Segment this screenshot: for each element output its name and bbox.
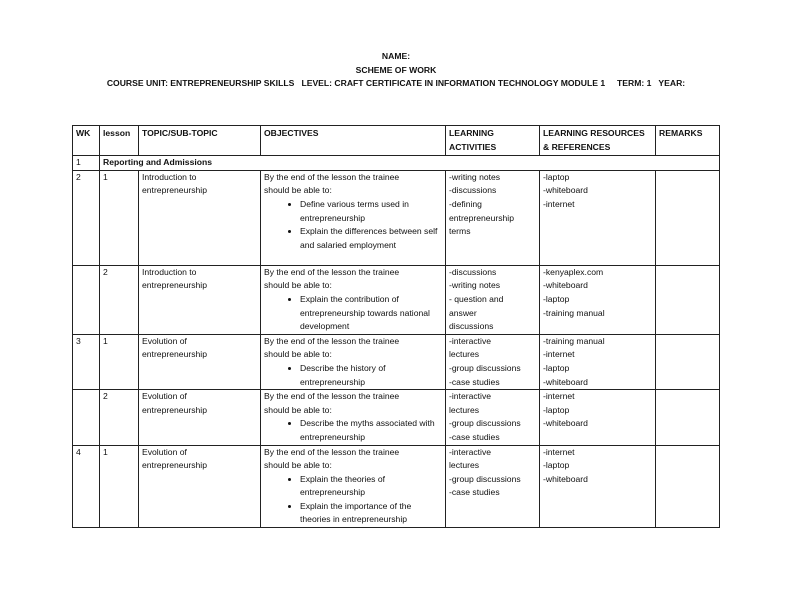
activity-line: discussions xyxy=(449,321,494,332)
activities-cell xyxy=(446,170,540,265)
topic-line: Introduction to xyxy=(142,171,197,182)
topic-cell xyxy=(139,334,261,389)
week-1-note: Reporting and Admissions xyxy=(100,156,720,171)
name-line: NAME: xyxy=(381,51,411,61)
activity-line: answer xyxy=(449,307,477,318)
topic-line: Evolution of xyxy=(142,446,187,457)
activity-line: -discussions xyxy=(449,266,497,277)
resources-cell xyxy=(540,265,656,334)
activities-cell xyxy=(446,390,540,445)
activity-line: -writing notes xyxy=(449,171,501,182)
objectives-cell xyxy=(261,170,446,265)
resource-line: -internet xyxy=(543,446,575,457)
activity-line: -interactive xyxy=(449,391,492,402)
activities-cell xyxy=(446,265,540,334)
topic-line: entrepreneurship xyxy=(142,404,207,415)
activity-line: -discussions xyxy=(449,185,497,196)
week-number xyxy=(73,265,100,334)
resource-line: -training manual xyxy=(543,335,605,346)
activities-cell xyxy=(446,334,540,389)
resource-line: -internet xyxy=(543,349,575,360)
objective-intro-line: By the end of the lesson the trainee xyxy=(264,171,400,182)
topic-cell xyxy=(139,170,261,265)
table-row-week-1 xyxy=(73,156,720,171)
week-number xyxy=(73,390,100,445)
objective-item: • Describe the myths associated with entrepreneurship xyxy=(300,417,442,444)
resources-cell xyxy=(540,390,656,445)
activity-line: entrepreneurship xyxy=(449,212,514,223)
topic-line: entrepreneurship xyxy=(142,185,207,196)
week-number: 4 xyxy=(73,445,100,528)
topic-cell xyxy=(139,390,261,445)
lesson-number: 1 xyxy=(100,170,139,265)
activity-line: -group discussions xyxy=(449,473,521,484)
table-row xyxy=(73,265,720,334)
objective-intro-line: By the end of the lesson the trainee xyxy=(264,446,400,457)
column-header-resources: LEARNING RESOURCES & REFERENCES xyxy=(540,126,656,156)
resource-line: -internet xyxy=(543,198,575,209)
objectives-cell xyxy=(261,334,446,389)
objective-item: • Explain the importance of the theories in entrepreneurship xyxy=(300,500,442,527)
objective-intro-line: By the end of the lesson the trainee xyxy=(264,391,400,402)
objectives-cell xyxy=(261,390,446,445)
resources-cell xyxy=(540,445,656,528)
column-header-remarks: REMARKS xyxy=(656,126,720,156)
objective-list xyxy=(264,362,442,389)
column-header-topic: TOPIC/SUB-TOPIC xyxy=(139,126,261,156)
resource-line: -whiteboard xyxy=(543,376,588,387)
objective-intro-line: By the end of the lesson the trainee xyxy=(264,335,400,346)
activity-line: lectures xyxy=(449,404,480,415)
objective-item: • Describe the history of entrepreneurship xyxy=(300,362,442,389)
resource-line: -whiteboard xyxy=(543,185,588,196)
course-info-line: COURSE UNIT: ENTREPRENEURSHIP SKILLS LEVEL: CRAFT CERTIFICATE IN INFORMATION TECHNOLOGY MODULE 1 TERM: 1 YEAR: xyxy=(106,78,686,88)
objective-item: • Define various terms used in entrepreneurship xyxy=(300,198,442,225)
resources-cell xyxy=(540,170,656,265)
objective-intro-line: should be able to: xyxy=(264,280,332,291)
week-number: 2 xyxy=(73,170,100,265)
activity-line: -case studies xyxy=(449,376,500,387)
column-header-activities: LEARNING ACTIVITIES xyxy=(446,126,540,156)
topic-line: Evolution of xyxy=(142,391,187,402)
activity-line: -case studies xyxy=(449,431,500,442)
activity-line: -defining xyxy=(449,198,482,209)
topic-cell xyxy=(139,265,261,334)
remarks-cell xyxy=(656,334,720,389)
objectives-cell xyxy=(261,445,446,528)
remarks-cell xyxy=(656,390,720,445)
activities-cell xyxy=(446,445,540,528)
remarks-cell xyxy=(656,265,720,334)
topic-line: entrepreneurship xyxy=(142,460,207,471)
resource-line: -laptop xyxy=(543,171,570,182)
resource-line: -training manual xyxy=(543,307,605,318)
table-row xyxy=(73,445,720,528)
activity-line: -group discussions xyxy=(449,362,521,373)
resource-line: -laptop xyxy=(543,404,570,415)
lesson-number: 2 xyxy=(100,390,139,445)
lesson-number: 1 xyxy=(100,445,139,528)
activity-line: terms xyxy=(449,226,471,237)
objective-list xyxy=(264,198,442,252)
topic-cell xyxy=(139,445,261,528)
objective-intro-line: should be able to: xyxy=(264,404,332,415)
objective-item: • Explain the theories of entrepreneurship xyxy=(300,473,442,500)
resources-cell xyxy=(540,334,656,389)
activity-line: -interactive xyxy=(449,335,492,346)
column-header-wk: WK xyxy=(73,126,100,156)
topic-line: Introduction to xyxy=(142,266,197,277)
resource-line: -whiteboard xyxy=(543,418,588,429)
objective-item: • Explain the contribution of entrepreneurship towards national development xyxy=(300,293,442,334)
objective-item: • Explain the differences between self and salaried employment xyxy=(300,225,442,252)
table-row xyxy=(73,334,720,389)
resource-line: -whiteboard xyxy=(543,280,588,291)
objectives-cell xyxy=(261,265,446,334)
document-header xyxy=(0,50,792,91)
table-row xyxy=(73,390,720,445)
scheme-of-work-table xyxy=(72,125,720,528)
remarks-cell xyxy=(656,170,720,265)
week-number: 1 xyxy=(73,156,100,171)
objective-list xyxy=(264,417,442,444)
remarks-cell xyxy=(656,445,720,528)
activity-line: -writing notes xyxy=(449,280,501,291)
activity-line: lectures xyxy=(449,460,480,471)
activity-line: lectures xyxy=(449,349,480,360)
activity-line: - question and xyxy=(449,293,504,304)
objective-list xyxy=(264,293,442,334)
table-row xyxy=(73,170,720,265)
activity-line: -interactive xyxy=(449,446,492,457)
objective-intro-line: By the end of the lesson the trainee xyxy=(264,266,400,277)
resource-line: -laptop xyxy=(543,460,570,471)
resource-line: -whiteboard xyxy=(543,473,588,484)
column-header-lesson: lesson xyxy=(100,126,139,156)
table-header-row xyxy=(73,126,720,156)
activity-line: -group discussions xyxy=(449,418,521,429)
week-number: 3 xyxy=(73,334,100,389)
topic-line: entrepreneurship xyxy=(142,280,207,291)
lesson-number: 2 xyxy=(100,265,139,334)
objective-intro-line: should be able to: xyxy=(264,349,332,360)
column-header-objectives: OBJECTIVES xyxy=(261,126,446,156)
lesson-number: 1 xyxy=(100,334,139,389)
resource-line: -laptop xyxy=(543,293,570,304)
resource-line: -laptop xyxy=(543,362,570,373)
resource-line: -internet xyxy=(543,391,575,402)
objective-list xyxy=(264,473,442,527)
activity-line: -case studies xyxy=(449,487,500,498)
objective-intro-line: should be able to: xyxy=(264,460,332,471)
topic-line: entrepreneurship xyxy=(142,349,207,360)
resource-line: -kenyaplex.com xyxy=(543,266,604,277)
document-title: SCHEME OF WORK xyxy=(355,64,437,75)
objective-intro-line: should be able to: xyxy=(264,185,332,196)
topic-line: Evolution of xyxy=(142,335,187,346)
